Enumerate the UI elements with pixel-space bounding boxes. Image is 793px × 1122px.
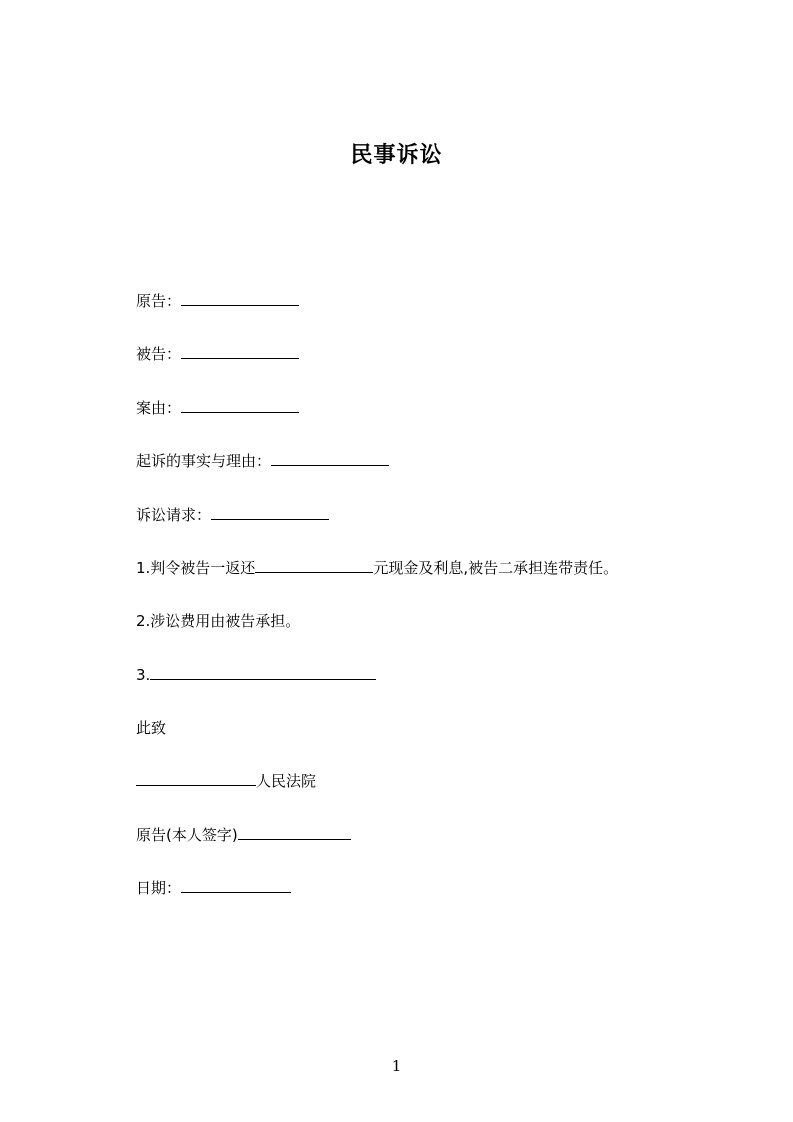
claim2-line (136, 611, 300, 631)
claims-line (136, 505, 329, 525)
plaintiff-line (136, 291, 299, 311)
defendant-line (136, 344, 299, 364)
salutation-line (136, 718, 166, 738)
facts-line (136, 451, 389, 471)
defendant-blank[interactable] (181, 344, 299, 359)
court-name-blank[interactable] (136, 771, 256, 786)
claim3-blank[interactable] (150, 665, 376, 680)
court-line (136, 771, 316, 791)
defendant-label: 被告： (136, 345, 182, 363)
signature-line (136, 825, 351, 845)
facts-label: 起诉的事实与理由： (136, 452, 272, 470)
claim1-amount-blank[interactable] (255, 558, 373, 573)
cause-label: 案由： (136, 399, 182, 417)
cause-blank[interactable] (181, 398, 299, 413)
plaintiff-label: 原告： (136, 292, 182, 310)
court-suffix: 人民法院 (256, 772, 317, 790)
signature-label: 原告(本人签字) (136, 826, 238, 844)
claims-blank[interactable] (211, 505, 329, 520)
plaintiff-blank[interactable] (181, 291, 299, 306)
date-line (136, 878, 291, 898)
date-blank[interactable] (181, 878, 291, 893)
page-number: 1 (391, 1057, 402, 1075)
date-label: 日期： (136, 879, 182, 897)
facts-blank[interactable] (271, 451, 389, 466)
claim1-prefix: 1.判令被告一返还 (136, 559, 256, 577)
claim3-prefix: 3. (136, 666, 151, 684)
claim1-line (136, 558, 618, 578)
salutation-text: 此致 (136, 719, 167, 737)
claim2-text: 2.涉讼费用由被告承担。 (136, 612, 301, 630)
document-title: 民事诉讼 (350, 143, 443, 168)
cause-line (136, 398, 299, 418)
claim3-line (136, 665, 376, 685)
claims-label: 诉讼请求： (136, 506, 212, 524)
claim1-suffix: 元现金及利息,被告二承担连带责任。 (373, 559, 619, 577)
signature-blank[interactable] (238, 825, 351, 840)
